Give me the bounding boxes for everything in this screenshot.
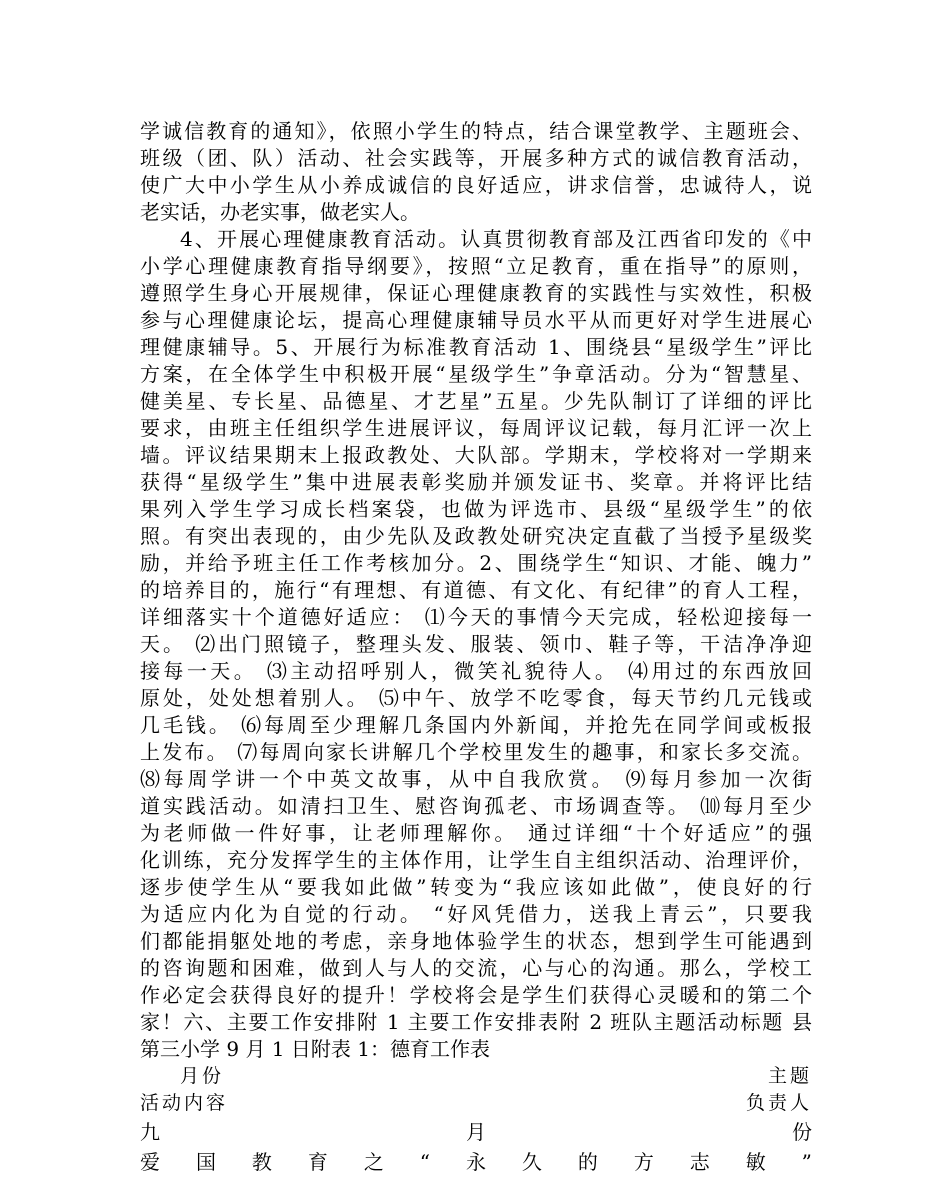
table-cell: “ bbox=[419, 1150, 430, 1174]
text-line: 照。有突出表现的，由少先队及政教处研究决定直截了当授予星级奖 bbox=[140, 524, 812, 548]
text-line: 作必定会获得良好的提升！学校将会是学生们获得心灵暖和的第二个 bbox=[140, 983, 812, 1007]
text-line: 墙。评议结果期末上报政教处、大队部。学期末，学校将对一学期来 bbox=[140, 443, 812, 467]
column-theme-header: 主题 bbox=[767, 1065, 812, 1087]
text-line: ⑻每周学讲一个中英文故事，从中自我欣赏。 ⑼每月参加一次街 bbox=[140, 767, 812, 791]
text-line: 接每一天。 ⑶主动招呼别人，微笑礼貌待人。 ⑷用过的东西放回 bbox=[140, 659, 812, 683]
text-line: 第三小学 9 月 1 日附表 1：德育工作表 bbox=[140, 1037, 490, 1061]
table-cell: 份 bbox=[792, 1120, 812, 1144]
table-header-row bbox=[140, 1063, 812, 1090]
text-line: 的咨询题和困难，做到人与人的交流，心与心的沟通。那么，学校工 bbox=[140, 956, 812, 980]
text-line: 的培养目的，施行“有理想、有道德、有文化、有纪律”的育人工程， bbox=[140, 578, 812, 602]
text-line: 天。 ⑵出门照镜子，整理头发、服装、领巾、鞋子等，干洁净净迎 bbox=[140, 632, 812, 656]
text-line: 道实践活动。如清扫卫生、慰咨询孤老、市场调查等。 ⑽每月至少 bbox=[140, 794, 812, 818]
worktable bbox=[140, 1063, 812, 1177]
table-row bbox=[140, 1117, 812, 1147]
text-line: 遵照学生身心开展规律，保证心理健康教育的实践性与实效性，积极 bbox=[140, 281, 812, 305]
table-cell: 久 bbox=[521, 1150, 542, 1174]
table-cell: 九 bbox=[140, 1120, 160, 1144]
text-line: 4、开展心理健康教育活动。认真贯彻教育部及江西省印发的《中 bbox=[180, 227, 812, 251]
table-cell: ” bbox=[801, 1150, 812, 1174]
table-header-row bbox=[140, 1090, 812, 1117]
table-cell: 敏 bbox=[745, 1150, 766, 1174]
text-line: 上发布。 ⑺每周向家长讲解几个学校里发生的趣事，和家长多交流。 bbox=[140, 740, 812, 764]
table-cell: 永 bbox=[465, 1150, 486, 1174]
text-line: 逐步使学生从“要我如此做”转变为“我应该如此做”，使良好的行 bbox=[140, 875, 812, 899]
text-line: 化训练，充分发挥学生的主体作用，让学生自主组织活动、治理评价， bbox=[140, 848, 812, 872]
table-cell: 志 bbox=[689, 1150, 710, 1174]
table-cell: 的 bbox=[577, 1150, 598, 1174]
text-line: 几毛钱。 ⑹每周至少理解几条国内外新闻，并抢先在同学间或板报 bbox=[140, 713, 812, 737]
text-line: 原处，处处想着别人。 ⑸中午、放学不吃零食，每天节约几元钱或 bbox=[140, 686, 812, 710]
text-line: 详细落实十个道德好适应： ⑴今天的事情今天完成，轻松迎接每一 bbox=[140, 605, 812, 629]
table-cell: 国 bbox=[195, 1150, 216, 1174]
text-line: 使广大中小学生从小养成诚信的良好适应，讲求信誉，忠诚待人，说 bbox=[140, 173, 812, 197]
table-cell: 之 bbox=[363, 1150, 384, 1174]
text-line: 小学心理健康教育指导纲要》，按照“立足教育，重在指导”的原则， bbox=[140, 254, 812, 278]
table-cell: 教 bbox=[251, 1150, 272, 1174]
document-page bbox=[140, 118, 812, 1177]
text-line: 为老师做一件好事，让老师理解你。 通过详细“十个好适应”的强 bbox=[140, 821, 812, 845]
text-line: 为适应内化为自觉的行动。 “好风凭借力，送我上青云”，只要我 bbox=[140, 902, 812, 926]
text-line: 学诚信教育的通知》，依照小学生的特点，结合课堂教学、主题班会、 bbox=[140, 119, 812, 143]
text-line: 们都能捐躯处地的考虑，亲身地体验学生的状态，想到学生可能遇到 bbox=[140, 929, 812, 953]
text-line: 家！六、主要工作安排附 1 主要工作安排表附 2 班队主题活动标题 县 bbox=[140, 1010, 812, 1034]
text-line: 方案，在全体学生中积极开展“星级学生”争章活动。分为“智慧星、 bbox=[140, 362, 812, 386]
column-month-header: 月份 bbox=[180, 1065, 225, 1087]
text-line: 要求，由班主任组织学生进展评议，每周评议记载，每月汇评一次上 bbox=[140, 416, 812, 440]
text-line: 励，并给予班主任工作考核加分。2、围绕学生“知识、才能、魄力” bbox=[140, 551, 812, 575]
text-line: 老实话，办老实事，做老实人。 bbox=[140, 200, 420, 224]
text-line: 参与心理健康论坛，提高心理健康辅导员水平从而更好对学生进展心 bbox=[140, 308, 812, 332]
text-line: 健美星、专长星、品德星、才艺星”五星。少先队制订了详细的评比 bbox=[140, 389, 812, 413]
column-activity-header: 活动内容 bbox=[140, 1092, 229, 1114]
table-row bbox=[140, 1147, 812, 1177]
text-line: 理健康辅导。5、开展行为标准教育活动 1、围绕县“星级学生”评比 bbox=[140, 335, 812, 359]
text-line: 果列入学生学习成长档案袋，也做为评选市、县级“星级学生”的依 bbox=[140, 497, 812, 521]
table-cell: 月 bbox=[466, 1120, 486, 1144]
table-cell: 爱 bbox=[140, 1150, 160, 1174]
text-line: 班级（团、队）活动、社会实践等，开展多种方式的诚信教育活动， bbox=[140, 146, 812, 170]
text-line: 获得“星级学生”集中进展表彰奖励并颁发证书、奖章。并将评比结 bbox=[140, 470, 812, 494]
table-cell: 方 bbox=[633, 1150, 654, 1174]
table-cell: 育 bbox=[307, 1150, 328, 1174]
column-owner-header: 负责人 bbox=[745, 1092, 812, 1114]
